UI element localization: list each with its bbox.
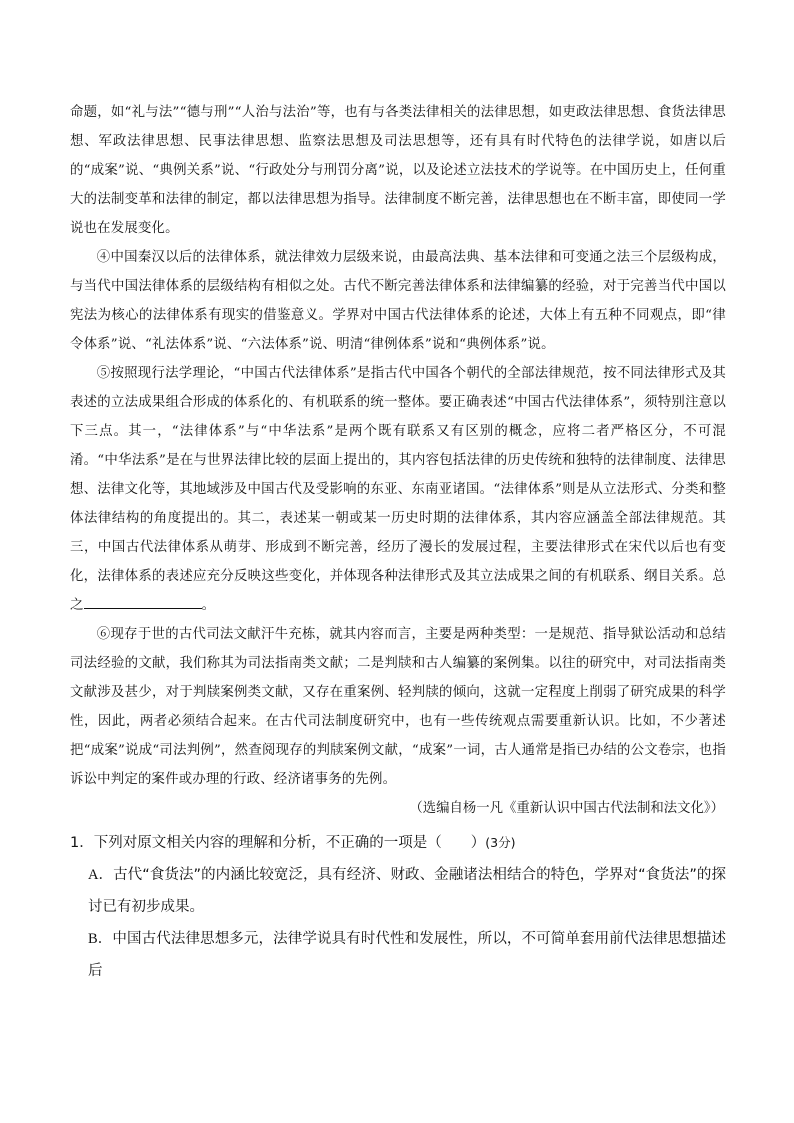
document-page [70, 98, 726, 987]
paragraph-5-period: 。 [201, 598, 216, 613]
answer-bracket: （ ） [427, 835, 486, 851]
question-stem: 下列对原文相关内容的理解和分析，不正确的一项是 [93, 835, 428, 851]
paragraph-5-text: ⑤按照现行法学理论，“中国古代法律体系”是指古代中国各个朝代的全部法律规范，按不同法律形式及其表述的立法成果组合形成的体系化的、有机联系的统一整体。要正确表述“中国古代法律体系”，须特别注意以下三点。其一，“法律体系”与“中华法系”是两个既有联系又有区别的概念，应将二者严格区分，不可混淆。“中华法系”是在与世界法律比较的层面上提出的，其内容包括法律的历史传统和独特的法律制度、法律思想、法律文化等，其地域涉及中国古代及受影响的东亚、东南亚诸国。“法律体系”则是从立法形式、分类和整体法律结构的角度提出的。其二，表述某一朝或某一历史时期的法律体系，其内容应涵盖全部法律规范。其三，中国古代法律体系从萌芽、形成到不断完善，经历了漫长的发展过程，主要法律形式在宋代以后也有变化，法律体系的表述应充分反映这些变化，并体现各种法律形式及其立法成果之间的有机联系、纲目关系。总之 [70, 366, 726, 613]
option-b-label: B． [88, 931, 113, 947]
passage-paragraph-4: ④中国秦汉以后的法律体系，就法律效力层级来说，由最高法典、基本法律和可变通之法三个层级构成，与当代中国法律体系的层级结构有相似之处。古代不断完善法律体系和法律编纂的经验，对于完善当代中国以宪法为核心的法律体系有现实的借鉴意义。学界对中国古代法律体系的论述，大体上有五种不同观点，即“律令体系”说、“礼法体系”说、“六法体系”说、明清“律例体系”说和“典例体系”说。 [70, 250, 726, 352]
passage-paragraph-5 [70, 359, 726, 620]
question-1 [70, 827, 726, 859]
option-a [70, 859, 726, 923]
option-b [70, 923, 726, 987]
option-a-label: A． [88, 867, 114, 883]
passage-paragraph-3-continued: 命题，如“礼与法”“德与刑”“人治与法治”等，也有与各类法律相关的法律思想，如吏政法律思想、食货法律思想、军政法律思想、民事法律思想、监察法思想及司法思想等，还有具有时代特色的法律学说，如唐以后的“成案”说、“典例关系”说、“行政处分与刑罚分离”说，以及论述立法技术的学说等。在中国历史上，任何重大的法制变革和法律的制定，都以法律思想为指导。法律制度不断完善，法律思想也在不断丰富，即使同一学说也在发展变化。 [70, 105, 726, 236]
option-a-text: 古代“食货法”的内涵比较宽泛，具有经济、财政、金融诸法相结合的特色，学界对“食货法”的探讨已有初步成果。 [88, 867, 726, 915]
fill-in-blank [84, 594, 202, 609]
source-citation: （选编自杨一凡《重新认识中国古代法制和法文化》） [409, 801, 724, 816]
option-b-text: 中国古代法律思想多元，法律学说具有时代性和发展性，所以，不可简单套用前代法律思想描述后 [88, 931, 727, 979]
question-number: 1． [70, 835, 94, 851]
passage-paragraph-6: ⑥现存于世的古代司法文献汗牛充栋，就其内容而言，主要是两种类型：一是规范、指导狱讼活动和总结司法经验的文献，我们称其为司法指南类文献；二是判牍和古人编纂的案例集。以往的研究中，对司法指南类文献涉及甚少，对于判牍案例类文献，又存在重案例、轻判牍的倾向，这就一定程度上削弱了研究成果的科学性，因此，两者必须结合起来。在古代司法制度研究中，也有一些传统观点需要重新认识。比如，不少著述把“成案”说成“司法判例”，然查阅现存的判牍案例文献，“成案”一词，古人通常是指已办结的公文卷宗，也指诉讼中判定的案件或办理的行政、经济诸事务的先例。 [70, 627, 726, 787]
question-score: (3分) [485, 835, 516, 850]
